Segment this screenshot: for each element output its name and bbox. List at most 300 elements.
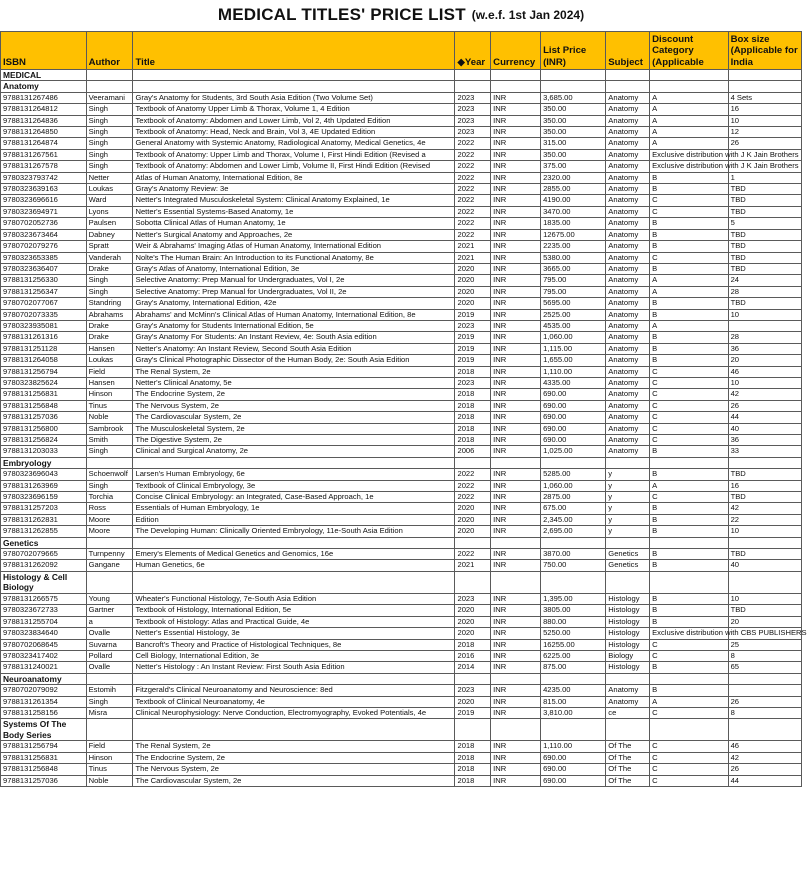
author-cell: Standring xyxy=(86,298,133,309)
price-cell: 690.00 xyxy=(541,764,606,775)
subject-cell: y xyxy=(606,492,650,503)
currency-cell: INR xyxy=(491,549,541,560)
box-size-cell: 42 xyxy=(728,752,801,763)
isbn-cell: 9780323653385 xyxy=(1,252,87,263)
author-cell: Noble xyxy=(86,775,133,786)
table-row xyxy=(1,662,802,673)
currency-cell: INR xyxy=(491,366,541,377)
author-cell: Tinus xyxy=(86,400,133,411)
price-cell: 375.00 xyxy=(541,161,606,172)
box-size-cell: TBD xyxy=(728,469,801,480)
table-row xyxy=(1,685,802,696)
year-cell: 2022 xyxy=(455,549,491,560)
discount-cell: B xyxy=(650,263,728,274)
discount-cell: B xyxy=(650,526,728,537)
author-cell: Singh xyxy=(86,275,133,286)
author-cell: Spratt xyxy=(86,241,133,252)
table-row xyxy=(1,492,802,503)
discount-cell: B xyxy=(650,593,728,604)
discount-cell: B xyxy=(650,662,728,673)
col-header-list-price: List Price (INR) xyxy=(541,32,606,70)
author-cell: Singh xyxy=(86,149,133,160)
box-size-cell: 26 xyxy=(728,400,801,411)
discount-cell: A xyxy=(650,320,728,331)
title-cell: Gray's Atlas of Anatomy, International Edition, 3e xyxy=(133,263,455,274)
year-cell: 2023 xyxy=(455,104,491,115)
price-cell: 350.00 xyxy=(541,149,606,160)
discount-cell: B xyxy=(650,298,728,309)
isbn-cell: 9788131251128 xyxy=(1,343,87,354)
empty-cell xyxy=(455,81,491,92)
table-row xyxy=(1,366,802,377)
box-size-cell: TBD xyxy=(728,298,801,309)
subject-cell: Histology xyxy=(606,639,650,650)
author-cell: Netter xyxy=(86,172,133,183)
subject-cell: Anatomy xyxy=(606,104,650,115)
box-size-cell: TBD xyxy=(728,206,801,217)
isbn-cell: 9780323417402 xyxy=(1,650,87,661)
isbn-cell: 9780323694971 xyxy=(1,206,87,217)
price-cell: 875.00 xyxy=(541,662,606,673)
subject-cell: Of The xyxy=(606,741,650,752)
currency-cell: INR xyxy=(491,741,541,752)
discount-cell: C xyxy=(650,435,728,446)
subject-cell: Anatomy xyxy=(606,389,650,400)
table-row xyxy=(1,206,802,217)
title-cell: Larsen's Human Embryology, 6e xyxy=(133,469,455,480)
year-cell: 2018 xyxy=(455,366,491,377)
title-cell: Netter's Anatomy: An Instant Review, Second South Asia Edition xyxy=(133,343,455,354)
year-cell: 2022 xyxy=(455,195,491,206)
col-header-discount-category: Discount Category (Applicable xyxy=(650,32,728,70)
year-cell: 2019 xyxy=(455,309,491,320)
table-row xyxy=(1,616,802,627)
box-size-cell: 8 xyxy=(728,707,801,718)
year-cell: 2018 xyxy=(455,752,491,763)
isbn-cell: 9780323696159 xyxy=(1,492,87,503)
discount-cell: A xyxy=(650,286,728,297)
table-row xyxy=(1,172,802,183)
box-size-cell: 28 xyxy=(728,332,801,343)
year-cell: 2022 xyxy=(455,138,491,149)
empty-cell xyxy=(606,719,650,741)
isbn-cell: 9788131257203 xyxy=(1,503,87,514)
section-label: MEDICAL xyxy=(1,70,87,81)
subject-cell: y xyxy=(606,503,650,514)
isbn-cell: 9780323825624 xyxy=(1,377,87,388)
year-cell: 2022 xyxy=(455,218,491,229)
isbn-cell: 9780702079276 xyxy=(1,241,87,252)
author-cell: Field xyxy=(86,741,133,752)
empty-cell xyxy=(455,571,491,593)
empty-cell xyxy=(133,70,455,81)
title-cell: Emery's Elements of Medical Genetics and Genomics, 16e xyxy=(133,549,455,560)
price-cell: 2855.00 xyxy=(541,184,606,195)
discount-cell: C xyxy=(650,195,728,206)
table-row xyxy=(1,377,802,388)
title-cell: Concise Clinical Embryology: an Integrated, Case-Based Approach, 1e xyxy=(133,492,455,503)
title-cell: Sobotta Clinical Atlas of Human Anatomy, 1e xyxy=(133,218,455,229)
price-cell: 750.00 xyxy=(541,560,606,571)
currency-cell: INR xyxy=(491,206,541,217)
currency-cell: INR xyxy=(491,355,541,366)
subject-cell: Anatomy xyxy=(606,696,650,707)
currency-cell: INR xyxy=(491,526,541,537)
price-cell: 5250.00 xyxy=(541,628,606,639)
discount-cell: B xyxy=(650,355,728,366)
isbn-cell: 9788131256794 xyxy=(1,741,87,752)
currency-cell: INR xyxy=(491,469,541,480)
author-cell: Loukas xyxy=(86,184,133,195)
price-cell: 1,115.00 xyxy=(541,343,606,354)
currency-cell: INR xyxy=(491,115,541,126)
empty-cell xyxy=(133,457,455,468)
subject-cell: Histology xyxy=(606,628,650,639)
subject-cell: Anatomy xyxy=(606,320,650,331)
year-cell: 2023 xyxy=(455,377,491,388)
subject-cell: Anatomy xyxy=(606,400,650,411)
price-list-table xyxy=(0,31,807,787)
isbn-cell: 9788131256848 xyxy=(1,400,87,411)
currency-cell: INR xyxy=(491,400,541,411)
table-row xyxy=(1,343,802,354)
empty-cell xyxy=(455,537,491,548)
table-row xyxy=(1,764,802,775)
empty-cell xyxy=(455,673,491,684)
subject-cell: Anatomy xyxy=(606,229,650,240)
empty-cell xyxy=(728,719,801,741)
year-cell: 2014 xyxy=(455,662,491,673)
title-cell: Weir & Abrahams' Imaging Atlas of Human Anatomy, International Edition xyxy=(133,241,455,252)
discount-cell: C xyxy=(650,400,728,411)
table-row xyxy=(1,355,802,366)
title-cell: Gray's Anatomy Review: 3e xyxy=(133,184,455,195)
discount-cell: A xyxy=(650,696,728,707)
author-cell: Singh xyxy=(86,115,133,126)
author-cell: Singh xyxy=(86,138,133,149)
title-cell: Gray's Anatomy for Students, 3rd South Asia Edition (Two Volume Set) xyxy=(133,92,455,103)
currency-cell: INR xyxy=(491,320,541,331)
subject-cell: Anatomy xyxy=(606,377,650,388)
isbn-cell: 9780702052736 xyxy=(1,218,87,229)
empty-cell xyxy=(86,70,133,81)
section-label: Genetics xyxy=(1,537,87,548)
subject-cell: Anatomy xyxy=(606,184,650,195)
isbn-cell: 9788131257036 xyxy=(1,775,87,786)
subject-cell: y xyxy=(606,480,650,491)
discount-cell: B xyxy=(650,172,728,183)
year-cell: 2023 xyxy=(455,685,491,696)
table-row xyxy=(1,400,802,411)
empty-cell xyxy=(650,81,728,92)
discount-cell: C xyxy=(650,377,728,388)
isbn-cell: 9780323672733 xyxy=(1,605,87,616)
title-cell: Abrahams' and McMinn's Clinical Atlas of Human Anatomy, International Edition, 8e xyxy=(133,309,455,320)
subsection-row xyxy=(1,719,802,741)
empty-cell xyxy=(86,81,133,92)
subject-cell: Anatomy xyxy=(606,332,650,343)
currency-cell: INR xyxy=(491,514,541,525)
discount-cell: A xyxy=(650,138,728,149)
table-row xyxy=(1,639,802,650)
author-cell: Ward xyxy=(86,195,133,206)
year-cell: 2020 xyxy=(455,514,491,525)
box-size-cell xyxy=(728,685,801,696)
title-cell: Atlas of Human Anatomy, International Edition, 8e xyxy=(133,172,455,183)
table-row xyxy=(1,241,802,252)
currency-cell: INR xyxy=(491,423,541,434)
title-cell: Clinical and Surgical Anatomy, 2e xyxy=(133,446,455,457)
table-row xyxy=(1,423,802,434)
currency-cell: INR xyxy=(491,263,541,274)
currency-cell: INR xyxy=(491,752,541,763)
discount-cell: C xyxy=(650,389,728,400)
price-cell: 795.00 xyxy=(541,286,606,297)
title-cell: The Cardiovascular System, 2e xyxy=(133,775,455,786)
title-cell: Human Genetics, 6e xyxy=(133,560,455,571)
title-cell: General Anatomy with Systemic Anatomy, Radiological Anatomy, Medical Genetics, 4e xyxy=(133,138,455,149)
discount-cell: B xyxy=(650,218,728,229)
price-cell: 6225.00 xyxy=(541,650,606,661)
isbn-cell: 9780323793742 xyxy=(1,172,87,183)
table-row xyxy=(1,741,802,752)
title-cell: Netter's Histology : An Instant Review: First South Asia Edition xyxy=(133,662,455,673)
title-cell: Bancroft's Theory and Practice of Histological Techniques, 8e xyxy=(133,639,455,650)
price-cell: 3805.00 xyxy=(541,605,606,616)
subject-cell: Anatomy xyxy=(606,92,650,103)
author-cell: Singh xyxy=(86,127,133,138)
price-cell: 3665.00 xyxy=(541,263,606,274)
isbn-cell: 9788131256824 xyxy=(1,435,87,446)
title-cell: Netter's Integrated Musculoskeletal System: Clinical Anatomy Explained, 1e xyxy=(133,195,455,206)
price-cell: 690.00 xyxy=(541,389,606,400)
isbn-cell: 9788131264058 xyxy=(1,355,87,366)
year-cell: 2018 xyxy=(455,389,491,400)
title-cell: Netter's Clinical Anatomy, 5e xyxy=(133,377,455,388)
title-cell: The Renal System, 2e xyxy=(133,741,455,752)
title-cell: The Nervous System, 2e xyxy=(133,400,455,411)
author-cell: Ross xyxy=(86,503,133,514)
currency-cell: INR xyxy=(491,662,541,673)
year-cell: 2022 xyxy=(455,161,491,172)
author-cell: Lyons xyxy=(86,206,133,217)
author-cell: Singh xyxy=(86,161,133,172)
title-cell: Textbook of Histology, International Edition, 5e xyxy=(133,605,455,616)
box-size-cell: 40 xyxy=(728,560,801,571)
empty-cell xyxy=(86,719,133,741)
author-cell: Singh xyxy=(86,480,133,491)
currency-cell: INR xyxy=(491,480,541,491)
box-size-cell: 10 xyxy=(728,526,801,537)
discount-cell: B xyxy=(650,560,728,571)
table-row xyxy=(1,514,802,525)
box-size-cell: 25 xyxy=(728,639,801,650)
currency-cell: INR xyxy=(491,286,541,297)
title-cell: The Endocrine System, 2e xyxy=(133,389,455,400)
author-cell: Singh xyxy=(86,696,133,707)
title-cell: Textbook of Clinical Embryology, 3e xyxy=(133,480,455,491)
table-row xyxy=(1,149,802,160)
section-label: Neuroanatomy xyxy=(1,673,87,684)
currency-cell: INR xyxy=(491,696,541,707)
empty-cell xyxy=(650,719,728,741)
box-size-cell: TBD xyxy=(728,492,801,503)
year-cell: 2016 xyxy=(455,650,491,661)
currency-cell: INR xyxy=(491,764,541,775)
price-cell: 3870.00 xyxy=(541,549,606,560)
section-label: Systems Of The Body Series xyxy=(1,719,87,741)
currency-cell: INR xyxy=(491,309,541,320)
currency-cell: INR xyxy=(491,138,541,149)
title-cell: Textbook of Anatomy: Head, Neck and Brain, Vol 3, 4E Updated Edition xyxy=(133,127,455,138)
subject-cell: y xyxy=(606,526,650,537)
price-cell: 2,345.00 xyxy=(541,514,606,525)
subject-cell: Anatomy xyxy=(606,355,650,366)
section-label: Histology & Cell Biology xyxy=(1,571,87,593)
isbn-cell: 9788131258156 xyxy=(1,707,87,718)
empty-cell xyxy=(541,673,606,684)
author-cell: Abrahams xyxy=(86,309,133,320)
subject-cell: Anatomy xyxy=(606,172,650,183)
empty-cell xyxy=(491,81,541,92)
year-cell: 2020 xyxy=(455,503,491,514)
price-cell: 4335.00 xyxy=(541,377,606,388)
price-cell: 1,060.00 xyxy=(541,480,606,491)
isbn-cell: 9780323639163 xyxy=(1,184,87,195)
price-cell: 2,695.00 xyxy=(541,526,606,537)
empty-cell xyxy=(541,81,606,92)
box-size-cell: 10 xyxy=(728,377,801,388)
title-cell: Selective Anatomy: Prep Manual for Undergraduates, Vol I, 2e xyxy=(133,275,455,286)
empty-cell xyxy=(606,673,650,684)
year-cell: 2019 xyxy=(455,355,491,366)
year-cell: 2020 xyxy=(455,298,491,309)
price-cell: 2320.00 xyxy=(541,172,606,183)
discount-cell: A xyxy=(650,104,728,115)
author-cell: a xyxy=(86,616,133,627)
subsection-row xyxy=(1,571,802,593)
box-size-cell: 16 xyxy=(728,104,801,115)
author-cell: Ovalle xyxy=(86,628,133,639)
table-row xyxy=(1,593,802,604)
isbn-cell: 9788131257036 xyxy=(1,412,87,423)
author-cell: Gartner xyxy=(86,605,133,616)
empty-cell xyxy=(86,571,133,593)
empty-cell xyxy=(541,571,606,593)
price-cell: 690.00 xyxy=(541,400,606,411)
discount-cell: A xyxy=(650,480,728,491)
table-row xyxy=(1,412,802,423)
col-header-year: ◆Year xyxy=(455,32,491,70)
table-row xyxy=(1,286,802,297)
isbn-cell: 9788131261354 xyxy=(1,696,87,707)
isbn-cell: 9780702068645 xyxy=(1,639,87,650)
empty-cell xyxy=(86,457,133,468)
col-header-currency: Currency xyxy=(491,32,541,70)
subject-cell: Histology xyxy=(606,662,650,673)
year-cell: 2023 xyxy=(455,127,491,138)
discount-cell: C xyxy=(650,650,728,661)
year-cell: 2018 xyxy=(455,423,491,434)
currency-cell: INR xyxy=(491,560,541,571)
header-row xyxy=(1,32,802,70)
subject-cell: Anatomy xyxy=(606,366,650,377)
author-cell: Ovalle xyxy=(86,662,133,673)
empty-cell xyxy=(728,457,801,468)
discount-cell: C xyxy=(650,252,728,263)
subject-cell: Anatomy xyxy=(606,195,650,206)
isbn-cell: 9788131256831 xyxy=(1,752,87,763)
price-cell: 1,655.00 xyxy=(541,355,606,366)
box-size-cell: 20 xyxy=(728,355,801,366)
currency-cell: INR xyxy=(491,446,541,457)
col-header-title: Title xyxy=(133,32,455,70)
currency-cell: INR xyxy=(491,628,541,639)
table-row xyxy=(1,275,802,286)
isbn-cell: 9788131256330 xyxy=(1,275,87,286)
title-cell: Textbook of Anatomy Upper Limb & Thorax, Volume 1, 4 Edition xyxy=(133,104,455,115)
price-cell: 350.00 xyxy=(541,127,606,138)
price-cell: 1,110.00 xyxy=(541,366,606,377)
isbn-cell: 9788131262831 xyxy=(1,514,87,525)
subject-cell: y xyxy=(606,514,650,525)
empty-cell xyxy=(606,81,650,92)
subject-cell: Anatomy xyxy=(606,127,650,138)
price-cell: 1,060.00 xyxy=(541,332,606,343)
currency-cell: INR xyxy=(491,616,541,627)
box-size-cell: 12 xyxy=(728,127,801,138)
box-size-cell: 16 xyxy=(728,480,801,491)
author-cell: Loukas xyxy=(86,355,133,366)
currency-cell: INR xyxy=(491,172,541,183)
box-size-cell: 42 xyxy=(728,389,801,400)
isbn-cell: 9788131267578 xyxy=(1,161,87,172)
table-row xyxy=(1,184,802,195)
empty-cell xyxy=(491,571,541,593)
title-cell: Textbook of Anatomy: Abdomen and Lower Limb, Volume II, First Hindi Edition (Revised xyxy=(133,161,455,172)
author-cell: Torchia xyxy=(86,492,133,503)
subject-cell: Of The xyxy=(606,764,650,775)
price-cell: 1,110.00 xyxy=(541,741,606,752)
year-cell: 2018 xyxy=(455,639,491,650)
table-row xyxy=(1,503,802,514)
author-cell: Pollard xyxy=(86,650,133,661)
table-row xyxy=(1,252,802,263)
price-cell: 2875.00 xyxy=(541,492,606,503)
title-cell: The Cardiovascular System, 2e xyxy=(133,412,455,423)
year-cell: 2006 xyxy=(455,446,491,457)
isbn-cell: 9788131264812 xyxy=(1,104,87,115)
isbn-cell: 9788131240021 xyxy=(1,662,87,673)
currency-cell: INR xyxy=(491,195,541,206)
price-cell: 16255.00 xyxy=(541,639,606,650)
table-row xyxy=(1,218,802,229)
isbn-cell: 9780323696616 xyxy=(1,195,87,206)
isbn-cell: 9788131264874 xyxy=(1,138,87,149)
price-cell: 12675.00 xyxy=(541,229,606,240)
subject-cell: y xyxy=(606,469,650,480)
subject-cell: Anatomy xyxy=(606,252,650,263)
discount-cell: B xyxy=(650,229,728,240)
empty-cell xyxy=(133,81,455,92)
subject-cell: Of The xyxy=(606,775,650,786)
subject-cell: Anatomy xyxy=(606,149,650,160)
year-cell: 2020 xyxy=(455,275,491,286)
empty-cell xyxy=(541,537,606,548)
box-size-cell: 44 xyxy=(728,412,801,423)
currency-cell: INR xyxy=(491,161,541,172)
isbn-cell: 9780323935081 xyxy=(1,320,87,331)
